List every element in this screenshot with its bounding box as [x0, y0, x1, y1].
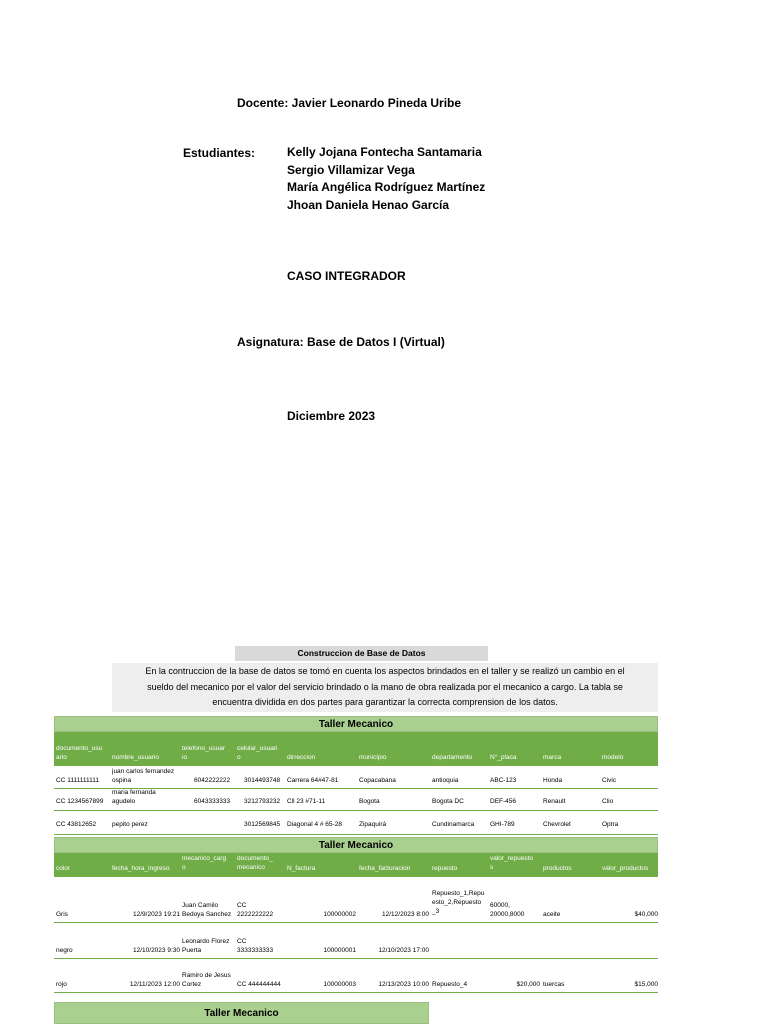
- table-cell: Carrera 64#47-81: [287, 777, 339, 784]
- table-row: [54, 766, 658, 789]
- table-cell: $15,000: [634, 981, 658, 988]
- column-header: modelo: [602, 754, 624, 761]
- table-row: [54, 788, 658, 811]
- table-cell: CC 1234567899: [56, 798, 104, 805]
- column-header: documento_ mecanico: [237, 855, 273, 871]
- column-header: mecanico_carg o: [182, 855, 227, 871]
- table-cell: GHI-789: [490, 821, 515, 828]
- table-cell: Repuesto_1,Repu esto_2,Repuesto _3: [432, 890, 485, 915]
- table-cell: tuercas: [543, 981, 565, 988]
- column-header: municipio: [359, 754, 387, 761]
- description-line: encuentra dividida en dos partes para garantizar la correcta comprension de los datos.: [212, 697, 558, 708]
- table-cell: Repuesto_4: [432, 981, 468, 988]
- table-cell: $40,000: [634, 911, 658, 918]
- column-header: repuesto: [432, 865, 458, 872]
- table-cell: CC 444444444: [237, 981, 281, 988]
- student-name: Sergio Villamizar Vega: [287, 162, 415, 177]
- table-cell: Juan Camilo Bedoya Sanchez: [182, 902, 232, 918]
- column-header: fecha_hora_ingreso: [112, 865, 170, 872]
- table-cell: Bogota DC: [432, 798, 464, 805]
- table-cell: 12/10/2023 17:00: [378, 947, 429, 954]
- student-name: Kelly Jojana Fontecha Santamaria: [287, 145, 482, 159]
- table-cell: 100000001: [323, 947, 356, 954]
- caso-title: CASO INTEGRADOR: [287, 269, 406, 283]
- table-cell: 12/12/2023 8:00: [382, 911, 429, 918]
- table-cell: Cll 23 #71-11: [287, 798, 326, 805]
- column-header: telefono_usuar io: [182, 745, 226, 761]
- student-list: [287, 144, 485, 214]
- table-cell: pepito perez: [112, 821, 148, 828]
- column-header: departamento: [432, 754, 473, 761]
- section-description: [112, 663, 658, 712]
- table-row: [54, 877, 658, 923]
- table-cell: 12/13/2023 10:00: [378, 981, 429, 988]
- table-cell: 3014493748: [244, 777, 281, 784]
- docente-line: Docente: Javier Leonardo Pineda Uribe: [237, 96, 462, 110]
- student-name: María Angélica Rodríguez Martínez: [287, 180, 486, 194]
- column-header: celular_usuari o: [237, 745, 278, 761]
- table-cell: 100000002: [323, 911, 356, 918]
- table-cell: Leonardo Florez Puerta: [182, 938, 230, 954]
- column-header: dirreccion: [287, 754, 316, 761]
- table-cell: Ramiro de Jesus Cortez: [182, 972, 231, 988]
- column-header: marca: [543, 754, 562, 761]
- table2-title: Taller Mecanico: [54, 837, 658, 853]
- column-header: color: [56, 865, 71, 872]
- table-cell: antioquia: [432, 777, 459, 784]
- table-cell: Civic: [602, 777, 617, 784]
- table-cell: rojo: [56, 981, 67, 988]
- table-cell: 60000, 20000,8000: [490, 902, 525, 918]
- table-cell: Renault: [543, 798, 566, 805]
- column-header: N°_placa: [490, 754, 517, 761]
- table-cell: $20,000: [516, 981, 540, 988]
- asignatura-line: Asignatura: Base de Datos I (Virtual): [237, 335, 445, 349]
- table-cell: CC 43812652: [56, 821, 97, 828]
- table-cell: Clio: [602, 798, 614, 805]
- description-line: sueldo del mecanico por el valor del servicio brindado o la mano de obra realizada por el mecanico a cargo. La tabla se: [147, 681, 623, 692]
- table-cell: 6043333333: [194, 798, 231, 805]
- table-cell: negro: [56, 947, 73, 954]
- estudiantes-label: Estudiantes:: [183, 146, 256, 160]
- table3-title: Taller Mecanico: [54, 1002, 429, 1024]
- table-cell: Zipaquirá: [359, 821, 387, 828]
- table-cell: Optra: [602, 821, 619, 828]
- table-cell: Honda: [543, 777, 563, 784]
- table-cell: Chevrolet: [543, 821, 571, 828]
- table-row: [54, 810, 658, 835]
- table-row: [54, 922, 658, 959]
- table-cell: 12/11/2023 12:00: [129, 981, 180, 988]
- column-header: fecha_facturacion: [359, 865, 411, 872]
- table-cell: Bogota: [359, 798, 380, 805]
- table-cell: Gris: [56, 911, 68, 918]
- table-cell: 12/9/2023 19:21: [133, 911, 180, 918]
- table1-title: Taller Mecanico: [54, 716, 658, 732]
- table-cell: DEF-456: [490, 798, 517, 805]
- column-header: productos: [543, 865, 572, 872]
- table2-header-row: [54, 853, 658, 877]
- table-cell: Diagonal 4 # 65-28: [287, 821, 342, 828]
- table-cell: Copacabana: [359, 777, 396, 784]
- column-header: valor_repuesto s: [490, 855, 533, 871]
- table-cell: ABC-123: [490, 777, 517, 784]
- table-cell: 3012569845: [244, 821, 281, 828]
- student-name: Jhoan Daniela Henao García: [287, 197, 450, 212]
- section-title: Construccion de Base de Datos: [235, 646, 488, 661]
- table-row: [54, 958, 658, 993]
- column-header: N_factura: [287, 865, 316, 872]
- table-cell: CC 2222222222: [237, 902, 274, 918]
- description-line: En la contruccion de la base de datos se tomó en cuenta los aspectos brindados en el taller y se realizó un cambio en el: [145, 666, 625, 676]
- table-cell: CC 3333333333: [237, 938, 274, 954]
- column-header: documento_usu ario: [56, 745, 103, 761]
- fecha-line: Diciembre 2023: [287, 409, 376, 423]
- table-cell: 12/10/2023 9:30: [133, 947, 180, 954]
- table-cell: CC 1111111111: [56, 777, 100, 784]
- table-cell: maria fernanda agudelo: [112, 789, 156, 805]
- column-header: nombre_usuario: [112, 754, 159, 761]
- table1-header-row: [54, 732, 658, 766]
- table-cell: 6042222222: [194, 777, 231, 784]
- table-cell: juan carlos fernandez ospina: [112, 768, 175, 784]
- table-cell: 3212793232: [244, 798, 281, 805]
- table-cell: aceite: [543, 911, 561, 918]
- column-header: valor_productos: [602, 865, 649, 872]
- table-cell: Cundinamarca: [432, 821, 475, 828]
- table-cell: 100000003: [323, 981, 356, 988]
